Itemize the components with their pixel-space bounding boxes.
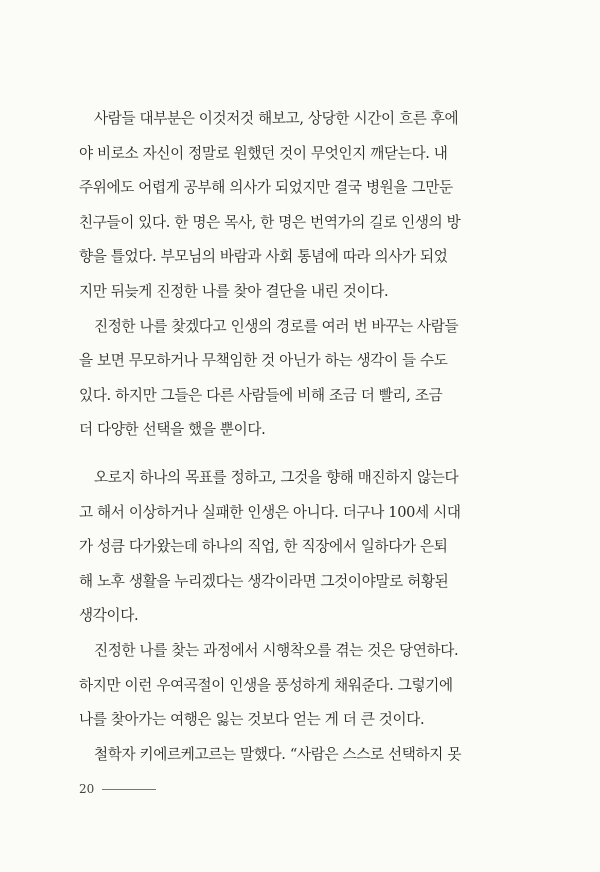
- text-line: 가 성큼 다가왔는데 하나의 직업, 한 직장에서 일하다가 은퇴: [79, 538, 448, 556]
- text-line: 더 다양한 선택을 했을 뿐이다.: [79, 421, 266, 439]
- text-line: 오로지 하나의 목표를 정하고, 그것을 향해 매진하지 않는다: [94, 469, 459, 486]
- text-line: 지만 뒤늦게 진정한 나를 찾아 결단을 내린 것이다.: [79, 282, 389, 300]
- text-line: 해 노후 생활을 누리겠다는 생각이라면 그것이야말로 허황된: [79, 572, 449, 590]
- page-number: 20: [79, 782, 95, 796]
- footer-rule: [102, 789, 156, 790]
- paragraph-block-2: [79, 461, 525, 772]
- text-line: 생각이다.: [79, 607, 139, 625]
- text-line: 향을 틀었다. 부모님의 바람과 사회 통념에 따라 의사가 되었: [79, 248, 448, 266]
- text-line: 철학자 키에르케고르는 말했다. “사람은 스스로 선택하지 못: [94, 745, 462, 763]
- text-line: 진정한 나를 찾는 과정에서 시행착오를 겪는 것은 당연하다.: [94, 641, 459, 659]
- text-line: 있다. 하지만 그들은 다른 사람들에 비해 조금 더 빨리, 조금: [79, 386, 443, 404]
- text-line: 주위에도 어렵게 공부해 의사가 되었지만 결국 병원을 그만둔: [79, 179, 453, 197]
- text-line: 친구들이 있다. 한 명은 목사, 한 명은 번역가의 길로 인생의 방: [79, 213, 461, 231]
- text-line: 을 보면 무모하거나 무책임한 것 아닌가 하는 생각이 들 수도: [79, 352, 448, 370]
- paragraph-block-1: [79, 102, 525, 448]
- page-footer: [79, 782, 156, 796]
- text-line: 사람들 대부분은 이것저것 해보고, 상당한 시간이 흐른 후에: [94, 110, 459, 127]
- text-line: 나를 찾아가는 여행은 잃는 것보다 얻는 게 더 큰 것이다.: [79, 711, 425, 729]
- text-line: 야 비로소 자신이 정말로 원했던 것이 무엇인지 깨닫는다. 내: [79, 144, 448, 162]
- text-line: 하지만 이런 우여곡절이 인생을 풍성하게 채워준다. 그렇기에: [79, 676, 453, 694]
- text-line: 진정한 나를 찾겠다고 인생의 경로를 여러 번 바꾸는 사람들: [94, 317, 459, 335]
- text-line: 고 해서 이상하거나 실패한 인생은 아니다. 더구나 100세 시대: [79, 503, 461, 521]
